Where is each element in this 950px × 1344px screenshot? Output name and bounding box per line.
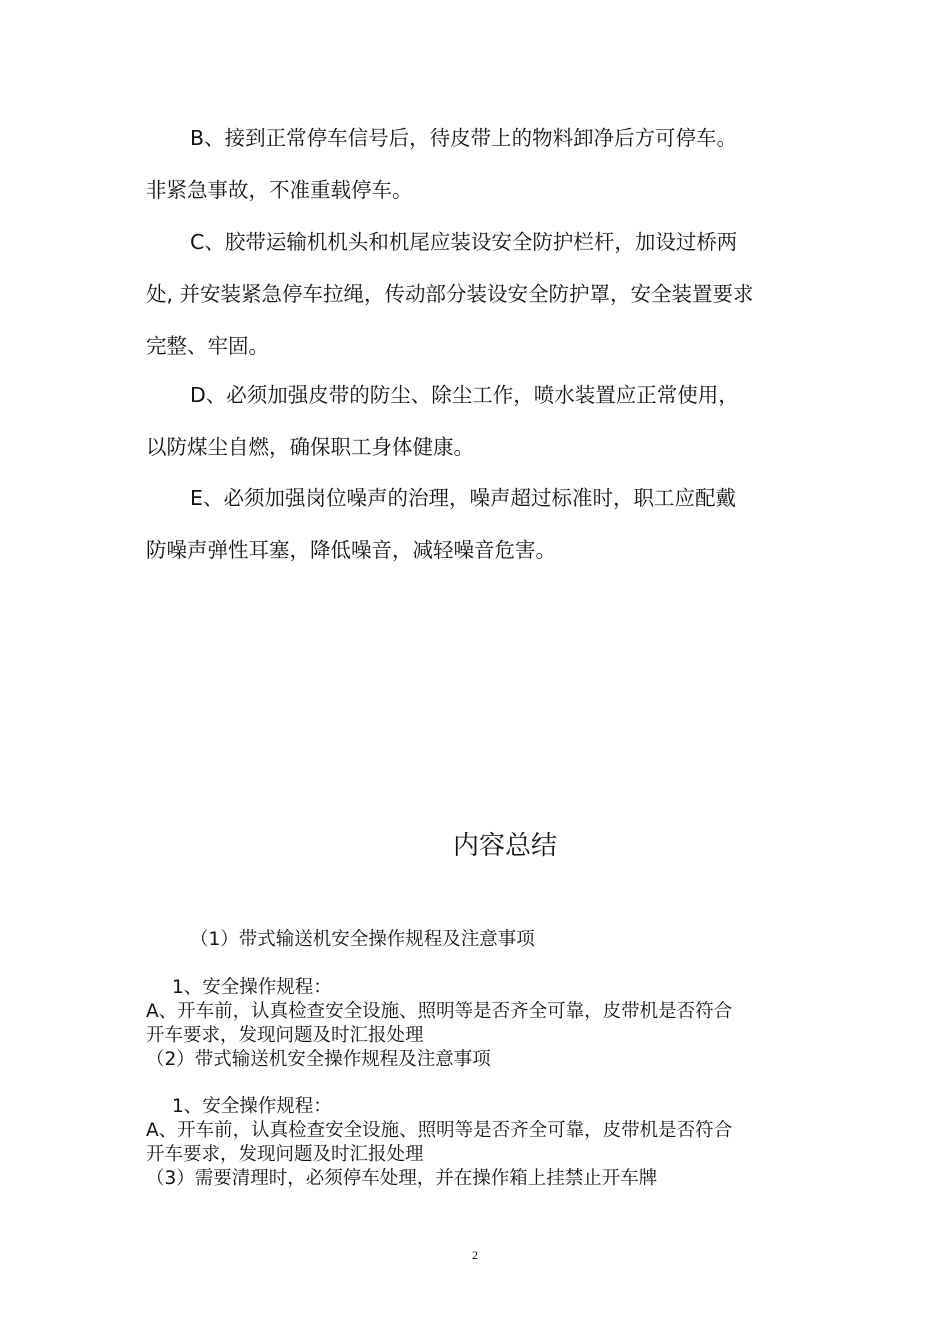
paragraph-line: D、必须加强皮带的防尘、除尘工作，喷水装置应正常使用，: [190, 383, 739, 407]
summary-heading: （3）需要清理时，必须停车处理，并在操作箱上挂禁止开车牌: [146, 1168, 658, 1189]
paragraph-line: B、接到正常停车信号后，待皮带上的物料卸净后方可停车。: [190, 126, 738, 150]
paragraph-line: 处, 并安装紧急停车拉绳，传动部分装设安全防护罩，安全装置要求: [146, 282, 754, 306]
paragraph-line: C、胶带运输机机头和机尾应装设安全防护栏杆，加设过桥两: [190, 230, 738, 254]
paragraph-e: [146, 472, 816, 576]
summary-line: 开车要求，发现问题及时汇报处理: [146, 1025, 424, 1046]
summary-heading: （1）带式输送机安全操作规程及注意事项: [190, 929, 535, 950]
summary-title: 内容总结: [452, 831, 557, 861]
paragraph-line: 完整、牢固。: [146, 334, 269, 358]
summary-line: A、开车前，认真检查安全设施、照明等是否齐全可靠，皮带机是否符合: [146, 1001, 733, 1022]
summary-line: 开车要求，发现问题及时汇报处理: [146, 1144, 424, 1165]
summary-item-1: [146, 928, 826, 952]
summary-line: A、开车前，认真检查安全设施、照明等是否齐全可靠，皮带机是否符合: [146, 1120, 733, 1141]
paragraph-c: [146, 216, 816, 372]
summary-item-1-detail: [146, 976, 826, 1072]
paragraph-d: [146, 369, 816, 473]
paragraph-line: 防噪声弹性耳塞，降低噪音，减轻噪音危害。: [146, 538, 556, 562]
paragraph-line: 非紧急事故，不准重载停车。: [146, 178, 413, 202]
paragraph-line: E、必须加强岗位噪声的治理，噪声超过标准时，职工应配戴: [190, 486, 736, 510]
summary-subheading: 1、安全操作规程：: [172, 1096, 332, 1117]
paragraph-b: [146, 112, 816, 216]
page-number: 2: [472, 1248, 478, 1262]
summary-heading: （2）带式输送机安全操作规程及注意事项: [146, 1049, 491, 1070]
summary-subheading: 1、安全操作规程：: [172, 977, 332, 998]
paragraph-line: 以防煤尘自燃，确保职工身体健康。: [146, 435, 474, 459]
summary-item-2-detail: [146, 1095, 826, 1191]
